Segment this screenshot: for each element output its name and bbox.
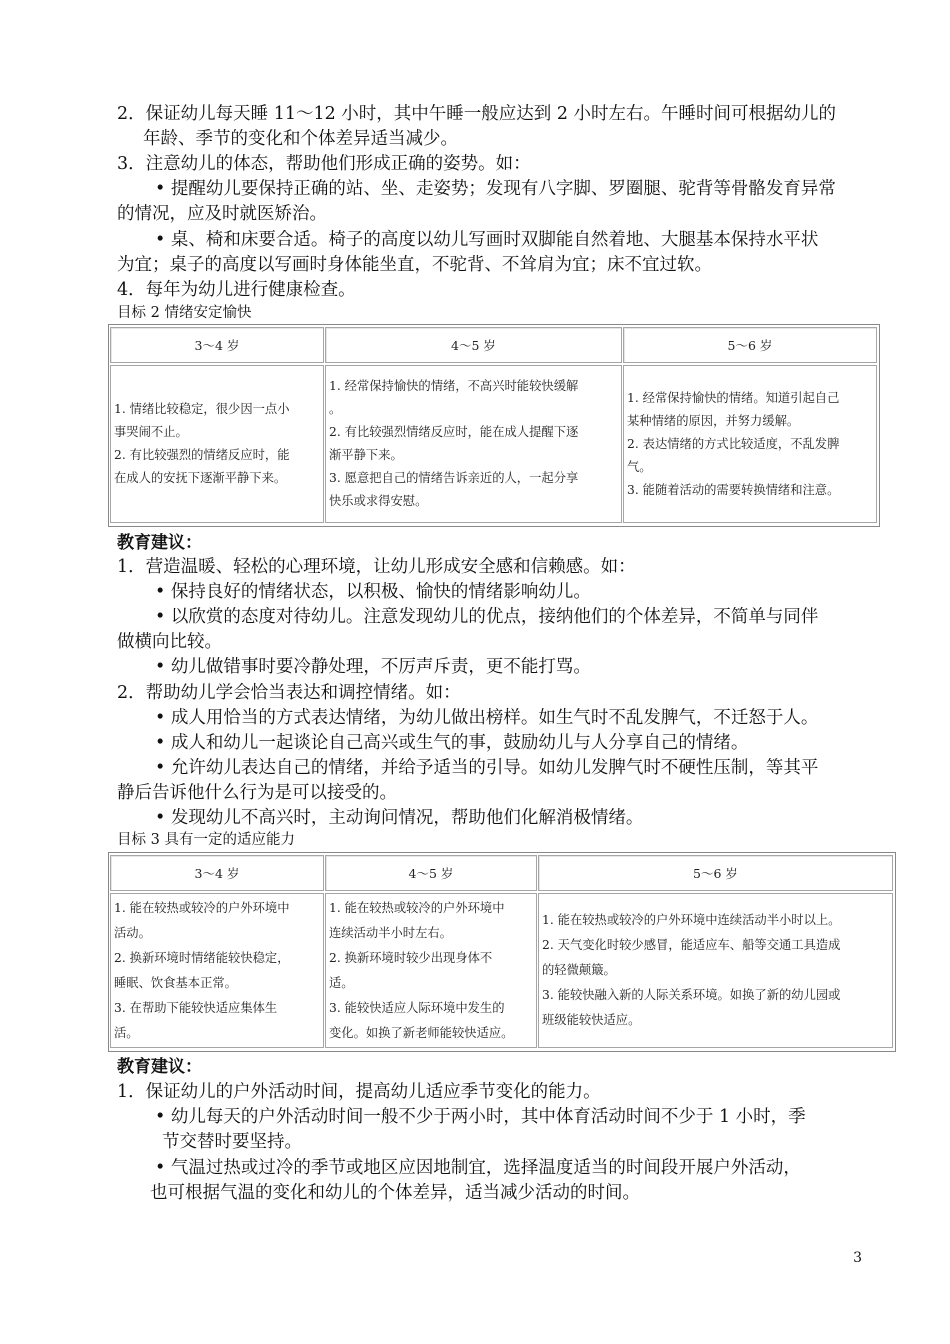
goal3-cell-3-4 (110, 893, 324, 1048)
cell-line: 3. 在帮助下能较快适应集体生 (114, 1000, 278, 1015)
cell-line: 2. 表达情绪的方式比较适度，不乱发脾 (627, 436, 840, 451)
cell-line: 1. 能在较热或较冷的户外环境中 (114, 900, 290, 915)
cell-line: 2. 天气变化时较少感冒，能适应车、船等交通工具造成 (542, 938, 841, 952)
cell-line: 气。 (627, 459, 652, 474)
text-line: 1．保证幼儿的户外活动时间，提高幼儿适应季节变化的能力。 (117, 1082, 601, 1102)
bullet-line: • 气温过热或过冷的季节或地区应因地制宜，选择温度适当的时间段开展户外活动， (155, 1158, 801, 1178)
cell-line: 快乐或求得安慰。 (329, 494, 428, 508)
goal3-header-5-6: 5～6 岁 (538, 855, 893, 891)
goal3-header-3-4: 3～4 岁 (110, 855, 324, 891)
text-line: 的情况，应及时就医矫治。 (117, 204, 327, 224)
text-line: 2．帮助幼儿学会恰当表达和调控情绪。如： (117, 683, 461, 703)
bullet-line: • 成人用恰当的方式表达情绪，为幼儿做出榜样。如生气时不乱发脾气，不迁怒于人。 (155, 708, 819, 728)
cell-line: 3. 愿意把自己的情绪告诉亲近的人，一起分享 (329, 471, 579, 485)
bullet-line: • 发现幼儿不高兴时，主动询问情况，帮助他们化解消极情绪。 (155, 808, 644, 828)
goal2-cell-4-5 (325, 365, 622, 523)
goal2-header-5-6: 5～6 岁 (623, 327, 877, 363)
goal2-cell-5-6 (623, 365, 877, 523)
goal3-title: 目标 3 具有一定的适应能力 (117, 832, 295, 848)
text-line: 年龄、季节的变化和个体差异适当减少。 (143, 129, 458, 149)
cell-line: 1. 能在较热或较冷的户外环境中连续活动半小时以上。 (542, 913, 841, 927)
goal3-cell-4-5 (325, 893, 537, 1048)
cell-line: 某种情绪的原因，并努力缓解。 (627, 413, 800, 428)
bullet-line: • 成人和幼儿一起谈论自己高兴或生气的事，鼓励幼儿与人分享自己的情绪。 (155, 733, 749, 753)
cell-line: 的轻微颠簸。 (542, 963, 616, 977)
cell-line: 事哭闹不止。 (114, 425, 188, 439)
cell-line: 2. 换新环境时较少出现身体不 (329, 950, 493, 965)
cell-line: 变化。如换了新老师能较快适应。 (329, 1025, 514, 1040)
text-line: 1．营造温暖、轻松的心理环境，让幼儿形成安全感和信赖感。如： (117, 557, 636, 577)
text-line: 静后告诉他什么行为是可以接受的。 (117, 783, 397, 803)
bullet-line: • 保持良好的情绪状态，以积极、愉快的情绪影响幼儿。 (155, 582, 591, 602)
cell-line: 1. 经常保持愉快的情绪。知道引起自己 (627, 390, 840, 405)
text-line: 为宜；桌子的高度以写画时身体能坐直，不驼背、不耸肩为宜；床不宜过软。 (117, 255, 712, 275)
goal3-header-4-5: 4～5 岁 (325, 855, 537, 891)
cell-line: 3. 能较快适应人际环境中发生的 (329, 1000, 505, 1015)
advice3-heading: 教育建议： (117, 1057, 202, 1077)
cell-line: 2. 有比较强烈的情绪反应时，能 (114, 448, 290, 462)
cell-line: 3. 能较快融入新的人际关系环境。如换了新的幼儿园或 (542, 988, 841, 1002)
cell-line: 活动。 (114, 925, 151, 940)
goal2-header-3-4: 3～4 岁 (110, 327, 324, 363)
text-line: 做横向比较。 (117, 632, 222, 652)
bullet-line: • 桌、椅和床要合适。椅子的高度以幼儿写画时双脚能自然着地、大腿基本保持水平状 (155, 230, 819, 250)
text-line: 2．保证幼儿每天睡 11～12 小时，其中午睡一般应达到 2 小时左右。午睡时间可根据幼儿的 (117, 104, 837, 124)
bullet-line: • 幼儿做错事时要冷静处理，不厉声斥责，更不能打骂。 (155, 657, 591, 677)
bullet-line: • 允许幼儿表达自己的情绪，并给予适当的引导。如幼儿发脾气时不硬性压制，等其平 (155, 758, 819, 778)
cell-line: 2. 换新环境时情绪能较快稳定， (114, 950, 290, 965)
cell-line: 1. 经常保持愉快的情绪，不高兴时能较快缓解 (329, 379, 579, 393)
cell-line: 连续活动半小时左右。 (329, 925, 452, 940)
cell-line: 在成人的安抚下逐渐平静下来。 (114, 471, 287, 485)
text-line: 也可根据气温的变化和幼儿的个体差异，适当减少活动的时间。 (150, 1183, 640, 1203)
cell-line: 睡眠、饮食基本正常。 (114, 975, 237, 990)
goal2-cell-3-4 (110, 365, 324, 523)
goal2-header-4-5: 4～5 岁 (325, 327, 622, 363)
text-line: 4．每年为幼儿进行健康检查。 (117, 280, 356, 300)
advice2-heading: 教育建议： (117, 533, 202, 553)
cell-line: 渐平静下来。 (329, 448, 403, 462)
text-line: 节交替时要坚持。 (162, 1132, 302, 1152)
goal2-title: 目标 2 情绪安定愉快 (117, 305, 252, 321)
cell-line: 。 (329, 402, 342, 416)
cell-line: 1. 能在较热或较冷的户外环境中 (329, 900, 505, 915)
cell-line: 3. 能随着活动的需要转换情绪和注意。 (627, 482, 840, 497)
cell-line: 活。 (114, 1025, 139, 1040)
cell-line: 2. 有比较强烈情绪反应时，能在成人提醒下逐 (329, 425, 579, 439)
bullet-line: • 提醒幼儿要保持正确的站、坐、走姿势；发现有八字脚、罗圈腿、驼背等骨骼发育异常 (155, 179, 836, 199)
page-number: 3 (853, 1250, 862, 1266)
bullet-line: • 幼儿每天的户外活动时间一般不少于两小时，其中体育活动时间不少于 1 小时，季 (155, 1107, 806, 1127)
cell-line: 适。 (329, 975, 354, 990)
cell-line: 班级能较快适应。 (542, 1013, 641, 1027)
bullet-line: • 以欣赏的态度对待幼儿。注意发现幼儿的优点，接纳他们的个体差异，不简单与同伴 (155, 607, 819, 627)
cell-line: 1. 情绪比较稳定，很少因一点小 (114, 402, 290, 416)
goal3-cell-5-6 (538, 893, 893, 1048)
text-line: 3．注意幼儿的体态，帮助他们形成正确的姿势。如： (117, 154, 531, 174)
